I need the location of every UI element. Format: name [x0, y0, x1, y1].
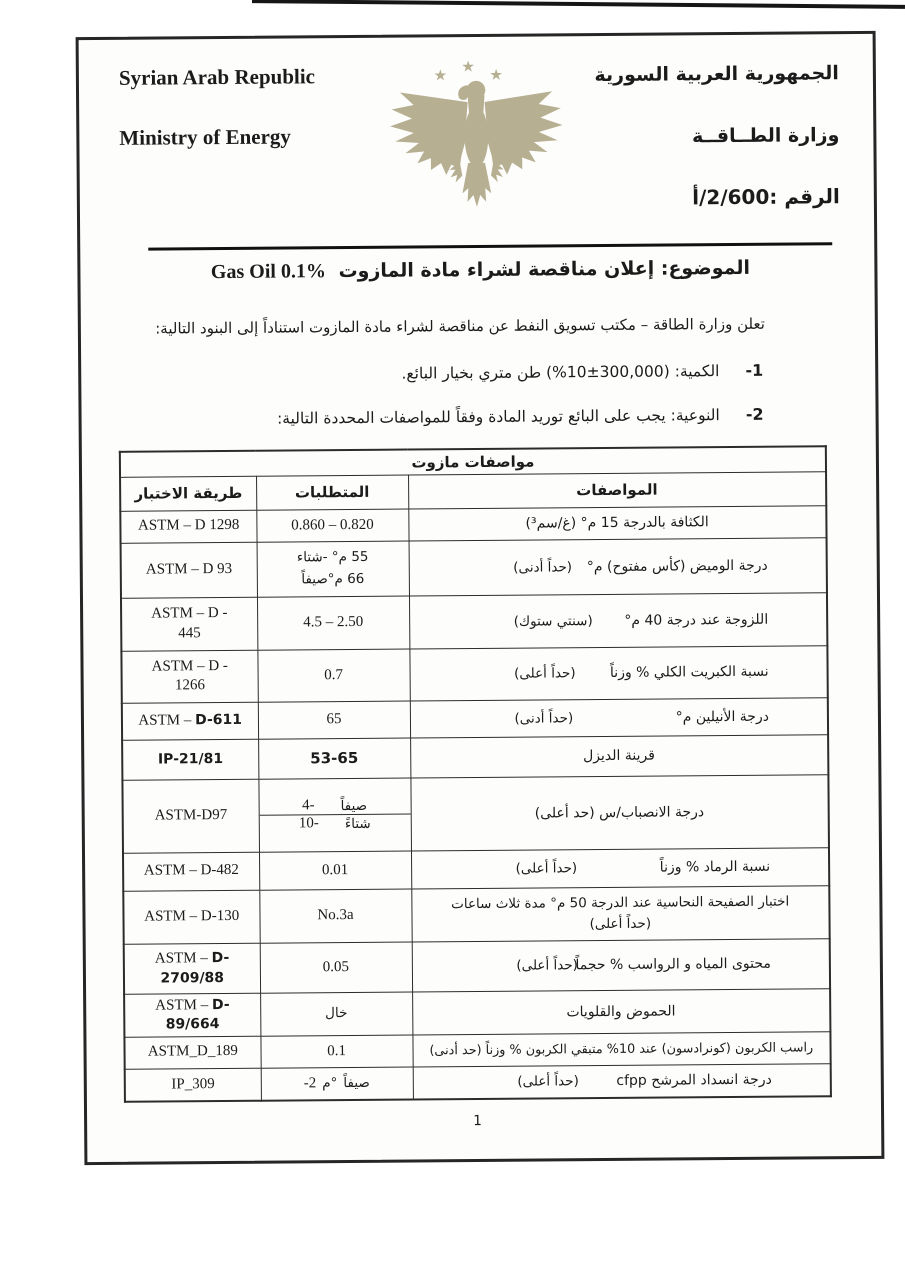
clause-quantity: [401, 361, 763, 383]
clause-number: -1: [745, 360, 764, 380]
test-method: ASTM – D-482: [143, 862, 239, 879]
test-method: ASTM – D - 1266: [151, 657, 228, 694]
eagle-tail: [462, 163, 491, 207]
test-method: ASTM – D- 89/664: [155, 996, 230, 1033]
table-row: [122, 774, 829, 853]
req-value-summer: 66 م°صيفاً: [301, 570, 365, 587]
spec-pour-point: درجة الانصباب/س (حد أعلى): [534, 803, 705, 822]
limit-note: (حداً أعلى): [517, 1073, 579, 1090]
table-row: [125, 1063, 831, 1102]
header-ministry-ar: وزارة الطــاقــة: [692, 124, 840, 148]
limit-note: (حداً أعلى): [589, 915, 652, 932]
eagle-right-wing: [484, 91, 562, 174]
eagle-beak: [458, 85, 469, 100]
subject-line: [80, 256, 874, 285]
req-value: 0.860 – 0.820: [291, 516, 374, 533]
eagle: [390, 57, 564, 208]
spec-viscosity: اللزوجة عند درجة 40 م°: [624, 611, 769, 629]
spec-copper-strip: اختبار الصفيحة النحاسية عند الدرجة 50 م° مدة ثلاث ساعات: [451, 893, 790, 913]
table-row: [123, 847, 829, 891]
req-value: 0.05: [322, 958, 350, 975]
clause-number: -2: [745, 404, 764, 424]
col-header-test-method: طريقة الاختبار: [120, 476, 256, 511]
eagle-emblem: [383, 54, 570, 231]
specifications-table: [119, 445, 832, 1103]
spec-ash: نسبة الرماد % وزناً: [659, 858, 771, 876]
test-method: ASTM – D-130: [144, 907, 240, 925]
star-icon: ★: [433, 66, 448, 85]
req-value: 53-65: [310, 748, 359, 768]
req-winter: 10- شتاءً: [298, 815, 371, 832]
spec-acidity-alkalinity: الحموض والقلويات: [566, 1002, 676, 1020]
test-method: ASTM – D-611: [138, 711, 243, 729]
star-icon: ★: [489, 65, 504, 84]
intro-paragraph: تعلن وزارة الطاقة – مكتب تسويق النفط عن مناقصة لشراء مادة المازوت استناداً إلى البنود التالية:: [155, 314, 765, 338]
table-row: [121, 645, 827, 703]
table-row: [123, 885, 829, 944]
spec-carbon-residue: راسب الكربون (كونرادسون) عند 10% متبقي الكربون % وزناً (حد أدنى): [429, 1040, 814, 1059]
reference-number: الرقم :2/600/أ: [692, 184, 840, 210]
limit-note: (حداً أعلى): [514, 665, 576, 682]
req-value: خال: [325, 1004, 348, 1021]
spec-water-sediment: محتوى المياه و الرواسب % حجماً: [575, 955, 771, 974]
req-value-winter: 55 م° -شتاء: [296, 548, 369, 566]
limit-note: (سنتي ستوك): [513, 612, 593, 630]
star-icon: ★: [461, 57, 476, 76]
table-row: [121, 592, 827, 651]
req-value: 4.5 – 2.50: [303, 613, 364, 631]
test-method: IP_309: [171, 1075, 215, 1092]
scan-artifact-line: [252, 0, 905, 9]
limit-note: (حداً أعلى): [516, 957, 578, 974]
req-value: 0.1: [327, 1042, 346, 1059]
header-ministry-en: Ministry of Energy: [119, 124, 291, 150]
eagle-left-wing: [390, 92, 468, 175]
req-value: -2 م° صيفاً: [303, 1075, 370, 1092]
table-row: [122, 734, 828, 780]
subject-ar: الموضوع: إعلان مناقصة لشراء مادة المازوت: [338, 256, 751, 283]
clause-quality: [277, 405, 764, 428]
test-method: ASTM_D_189: [147, 1043, 238, 1060]
req-value: 65: [326, 711, 342, 728]
header-country-en: Syrian Arab Republic: [118, 64, 316, 90]
test-method: ASTM – D 1298: [137, 517, 240, 534]
limit-note: (حداً أعلى): [515, 860, 578, 877]
table-row: [124, 938, 830, 994]
limit-note: (حداً أدنى): [513, 558, 573, 576]
spec-cfpp: درجة انسداد المرشح cfpp: [616, 1071, 772, 1090]
table-row: [122, 697, 828, 740]
spec-diesel-index: قرينة الديزل: [583, 747, 655, 765]
req-value: 0.7: [324, 666, 344, 683]
spec-aniline-point: درجة الأنيلين م°: [675, 708, 770, 725]
spec-sulfur: نسبة الكبريت الكلي % وزناً: [609, 663, 769, 681]
test-method: ASTM-D97: [154, 806, 228, 824]
eagle-body: [464, 106, 488, 167]
header-divider-rule: [148, 242, 832, 250]
req-value: 0.01: [321, 861, 349, 878]
table-row: [121, 537, 827, 598]
req-summer: 4- صيفاً: [259, 797, 410, 816]
req-value: No.3a: [317, 907, 354, 924]
test-method: IP-21/81: [157, 751, 224, 768]
test-method: ASTM – D 93: [145, 560, 233, 578]
test-method: ASTM – D- 2709/88: [154, 950, 230, 987]
document-page: [76, 31, 885, 1165]
limit-note: (حداً أدنى): [514, 709, 574, 727]
clause-text: الكمية: (300,000±10%) طن متري بخيار البائع.: [401, 362, 720, 383]
page-number: 1: [473, 1113, 482, 1130]
col-header-requirements: المتطلبات: [256, 475, 408, 510]
clause-text: النوعية: يجب على البائع توريد المادة وفقاً للمواصفات المحددة التالية:: [276, 406, 720, 428]
table-header-row: [120, 471, 826, 511]
header-country-ar: الجمهورية العربية السورية: [594, 62, 839, 87]
subject-en: Gas Oil 0.1%: [210, 260, 326, 284]
spec-flash-point: درجة الوميض (كأس مفتوح) م°: [586, 557, 768, 575]
spec-density: الكثافة بالدرجة 15 م° (غ/سم³): [525, 514, 709, 532]
col-header-specifications: المواصفات: [408, 471, 826, 508]
table-title: مواصفات مازوت: [120, 446, 826, 477]
test-method: ASTM – D - 445: [151, 604, 228, 641]
table-row: [124, 988, 830, 1037]
